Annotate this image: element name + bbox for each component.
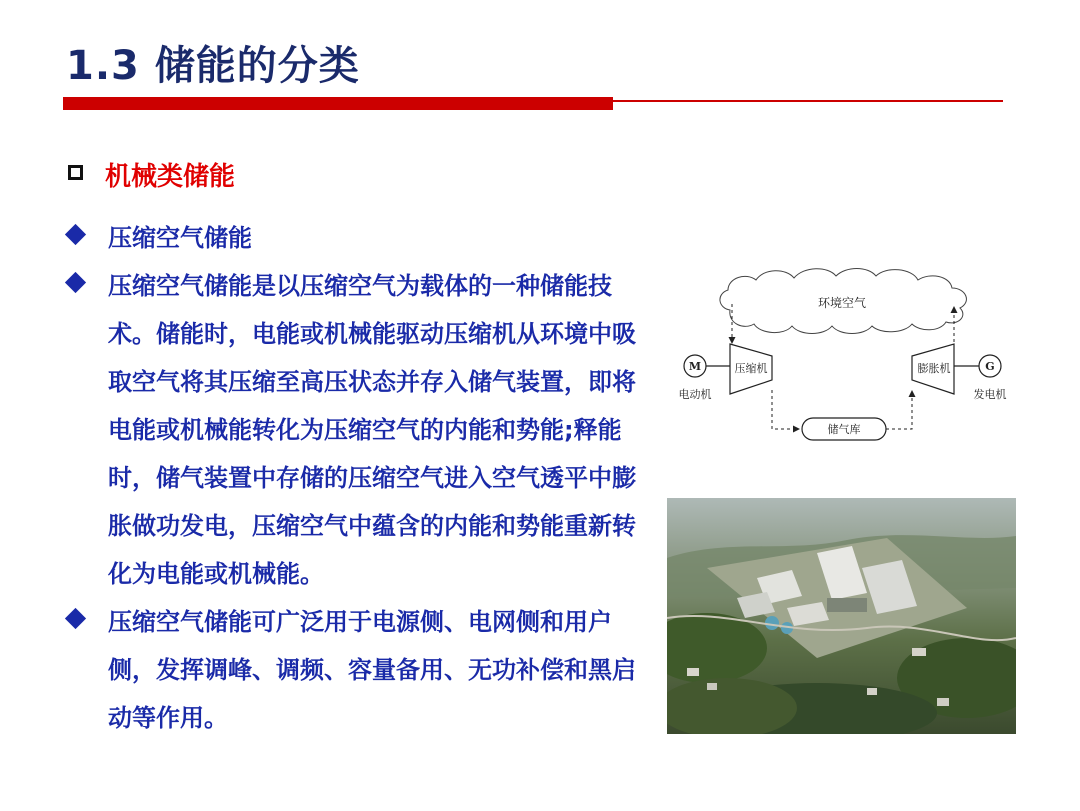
bullet-item bbox=[66, 214, 646, 262]
storage-label: 储气库 bbox=[827, 423, 861, 436]
bullet-item bbox=[66, 262, 646, 598]
ambient-air-label: 环境空气 bbox=[817, 296, 867, 310]
bullet-item bbox=[66, 598, 646, 742]
caes-process-diagram bbox=[668, 258, 1018, 458]
motor-label: 电动机 bbox=[678, 388, 712, 401]
diamond-icon bbox=[65, 272, 86, 293]
page-title: 1.3 储能的分类 bbox=[66, 43, 360, 89]
diamond-icon bbox=[65, 608, 86, 629]
diagram-svg bbox=[668, 258, 1018, 458]
bullet-text: 压缩空气储能 bbox=[108, 224, 252, 252]
bullet-text: 压缩空气储能是以压缩空气为载体的一种储能技术。储能时，电能或机械能驱动压缩机从环境中吸取空气将其压缩至高压状态并存入储气装置，即将电能或机械能转化为压缩空气的内能和势能;释能时，储气装置中存储的压缩空气进入空气透平中膨胀做功发电，压缩空气中蕴含的内能和势能重新转化为电能或机械能。 bbox=[108, 272, 636, 588]
title-underline-thin bbox=[613, 100, 1003, 102]
motor-symbol: M bbox=[688, 360, 702, 373]
bullet-text: 压缩空气储能可广泛用于电源侧、电网侧和用户侧，发挥调峰、调频、容量备用、无功补偿和黑启动等作用。 bbox=[108, 608, 636, 732]
section-label: 机械类储能 bbox=[105, 161, 236, 192]
title-underline-thick bbox=[63, 97, 613, 110]
compressor-label: 压缩机 bbox=[734, 362, 768, 375]
generator-symbol: G bbox=[985, 360, 995, 373]
diamond-icon bbox=[65, 224, 86, 245]
plant-aerial-photo bbox=[667, 498, 1016, 734]
section-heading bbox=[68, 156, 235, 192]
generator-label: 发电机 bbox=[973, 388, 1007, 401]
expander-label: 膨胀机 bbox=[917, 362, 951, 375]
checkbox-icon bbox=[68, 165, 83, 180]
bullet-list bbox=[66, 214, 646, 742]
